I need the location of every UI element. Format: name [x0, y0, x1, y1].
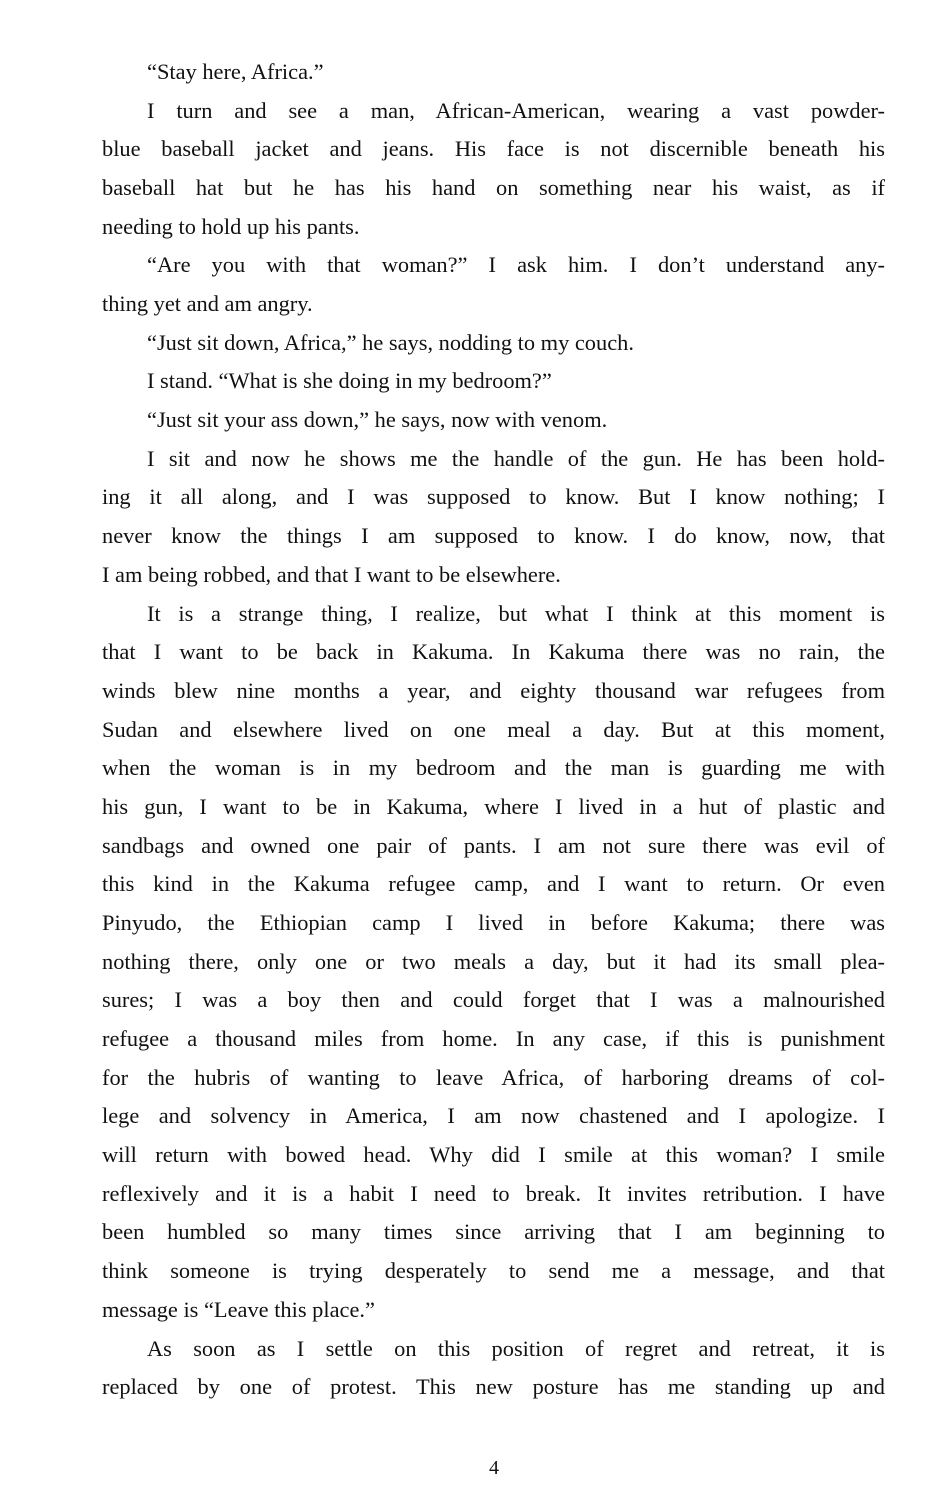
text-line: that I want to be back in Kakuma. In Kakuma there was no rain, the: [102, 639, 885, 664]
text-line: I turn and see a man, African-American, wearing a vast powder-: [147, 98, 885, 123]
text-line: been humbled so many times since arriving that I am beginning to: [102, 1219, 885, 1244]
text-line: “Are you with that woman?” I ask him. I don’t understand any-: [147, 252, 885, 277]
text-line: replaced by one of protest. This new posture has me standing up and: [102, 1374, 885, 1399]
text-line: “Just sit down, Africa,” he says, nodding to my couch.: [147, 330, 634, 355]
text-line: when the woman is in my bedroom and the man is guarding me with: [102, 755, 885, 780]
text-line: Sudan and elsewhere lived on one meal a day. But at this moment,: [102, 717, 885, 742]
text-line: ing it all along, and I was supposed to know. But I know nothing; I: [102, 484, 885, 509]
text-line: for the hubris of wanting to leave Africa, of harboring dreams of col-: [102, 1065, 885, 1090]
text-line: Pinyudo, the Ethiopian camp I lived in before Kakuma; there was: [102, 910, 885, 935]
text-line: needing to hold up his pants.: [102, 214, 360, 239]
text-line: I sit and now he shows me the handle of the gun. He has been hold-: [147, 446, 885, 471]
text-line: nothing there, only one or two meals a day, but it had its small plea-: [102, 949, 885, 974]
text-line: think someone is trying desperately to send me a message, and that: [102, 1258, 885, 1283]
text-line: thing yet and am angry.: [102, 291, 313, 316]
text-line: blue baseball jacket and jeans. His face is not discernible beneath his: [102, 136, 885, 161]
text-line: this kind in the Kakuma refugee camp, and I want to return. Or even: [102, 871, 885, 896]
text-line: refugee a thousand miles from home. In any case, if this is punishment: [102, 1026, 885, 1051]
text-line: message is “Leave this place.”: [102, 1297, 375, 1322]
text-line: It is a strange thing, I realize, but what I think at this moment is: [147, 601, 885, 626]
text-line: his gun, I want to be in Kakuma, where I lived in a hut of plastic and: [102, 794, 885, 819]
page-number: 4: [489, 1457, 499, 1479]
text-line: As soon as I settle on this position of regret and retreat, it is: [147, 1336, 885, 1361]
text-line: reflexively and it is a habit I need to break. It invites retribution. I have: [102, 1181, 885, 1206]
text-line: sandbags and owned one pair of pants. I am not sure there was evil of: [102, 833, 885, 858]
text-line: “Stay here, Africa.”: [147, 59, 324, 84]
text-line: lege and solvency in America, I am now chastened and I apologize. I: [102, 1103, 885, 1128]
text-line: will return with bowed head. Why did I smile at this woman? I smile: [102, 1142, 885, 1167]
text-line: never know the things I am supposed to know. I do know, now, that: [102, 523, 885, 548]
text-line: I am being robbed, and that I want to be elsewhere.: [102, 562, 561, 587]
text-line: sures; I was a boy then and could forget that I was a malnourished: [102, 987, 885, 1012]
text-line: winds blew nine months a year, and eighty thousand war refugees from: [102, 678, 885, 703]
text-line: “Just sit your ass down,” he says, now with venom.: [147, 407, 608, 432]
text-line: I stand. “What is she doing in my bedroom?”: [147, 368, 552, 393]
text-line: baseball hat but he has his hand on something near his waist, as if: [102, 175, 885, 200]
